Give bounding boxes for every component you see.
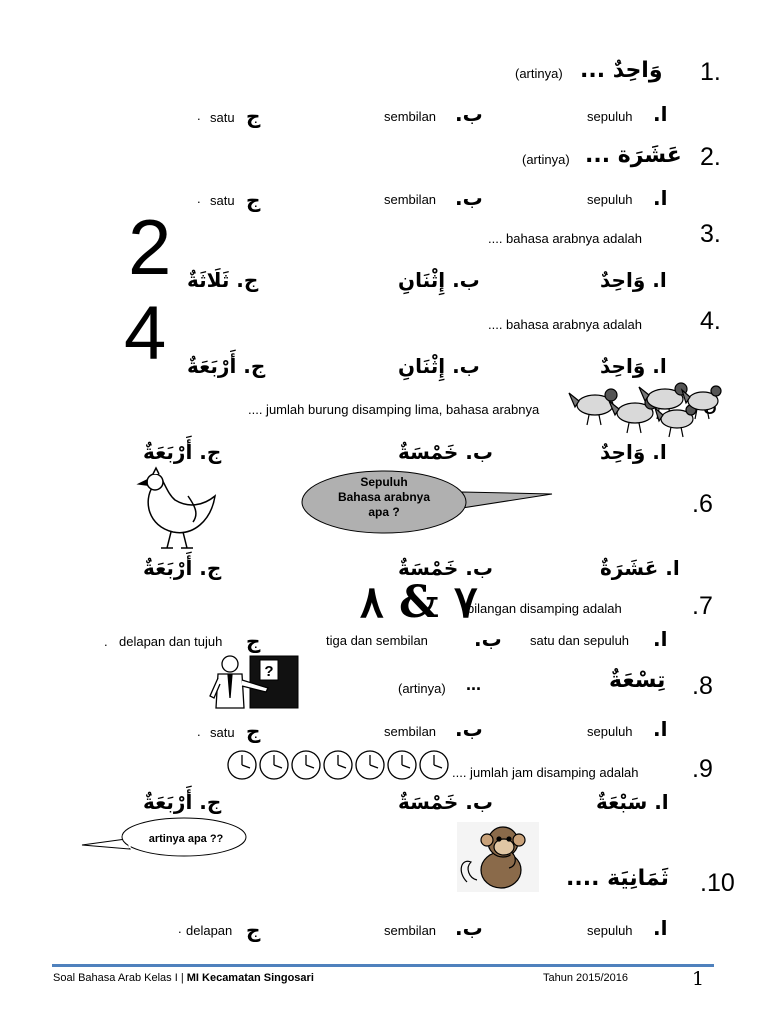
- q3-option-b[interactable]: ب. إِثْنَانِ: [398, 268, 480, 292]
- q6-option-b[interactable]: ب. خَمْسَةٌ: [398, 556, 493, 580]
- q2-option-c[interactable]: satu: [210, 193, 235, 208]
- bubble-q9-text: artinya apa ??: [148, 833, 224, 845]
- q2-arabic: عَشَرَة ...: [585, 143, 682, 168]
- q10-option-c-label: ج: [246, 918, 261, 942]
- q4-number: 4.: [700, 307, 721, 335]
- pigeon-icon: [655, 405, 696, 437]
- q6-number: .6: [692, 490, 713, 518]
- bubble-line-3: apa ?: [368, 505, 400, 519]
- q10-arabic: ثَمَانِيَة ....: [566, 866, 669, 891]
- q10-option-b[interactable]: sembilan: [384, 923, 437, 938]
- clock-icon: [292, 751, 320, 779]
- q4-digit-figure: 4: [124, 291, 167, 376]
- q3-number: 3.: [700, 220, 721, 248]
- speech-bubble-q6: [300, 470, 555, 536]
- q4-option-a[interactable]: ا. وَاحِدٌ: [600, 354, 667, 378]
- board-question-mark: ?: [264, 663, 274, 680]
- q10-option-b-label: ب.: [455, 916, 483, 940]
- q10-dot: .: [178, 921, 182, 936]
- clock-icon: [420, 751, 448, 779]
- q3-option-a[interactable]: ا. وَاحِدٌ: [600, 268, 667, 292]
- q1-option-c[interactable]: satu: [210, 110, 235, 125]
- pigeons-illustration: [565, 375, 725, 440]
- bubble-line-2: Bahasa arabnya: [337, 490, 431, 504]
- bubble-line-1: Sepuluh: [360, 475, 408, 489]
- q2-option-b-label: ب.: [455, 186, 483, 210]
- q1-note: (artinya): [515, 66, 563, 81]
- footer-separator: |: [180, 972, 184, 984]
- q6-option-c[interactable]: ج. أَرْبَعَةٌ: [143, 556, 222, 580]
- q2-option-a-label: ا.: [653, 186, 668, 210]
- clock-icon: [388, 751, 416, 779]
- q8-option-b[interactable]: sembilan: [384, 724, 437, 739]
- q1-option-a-label: ا.: [653, 102, 668, 126]
- q8-number: .8: [692, 672, 713, 700]
- q10-number: .10: [700, 869, 735, 897]
- q3-text: .... bahasa arabnya adalah: [488, 231, 642, 246]
- q8-note: (artinya): [398, 681, 446, 696]
- clock-icon: [228, 751, 256, 779]
- q8-option-c-label: ج: [246, 719, 261, 743]
- page-number: 1: [692, 968, 705, 990]
- q2-option-b[interactable]: sembilan: [384, 192, 437, 207]
- q2-option-c-label: ج: [246, 188, 261, 212]
- q4-option-c[interactable]: ج. أَرْبَعَةٌ: [187, 354, 266, 378]
- clock-icon: [324, 751, 352, 779]
- q10-option-c[interactable]: delapan: [186, 923, 233, 938]
- q7-number: .7: [692, 592, 713, 620]
- q5-text: .... jumlah burung disamping lima, bahasa arabnya: [248, 402, 540, 417]
- q2-option-a[interactable]: sepuluh: [587, 192, 633, 207]
- q9-option-b[interactable]: ب. خَمْسَةٌ: [398, 790, 493, 814]
- q7-dot: .: [104, 634, 108, 649]
- q9-number: .9: [692, 755, 713, 783]
- clocks-illustration: [226, 749, 456, 781]
- q3-digit-figure: 2: [128, 203, 172, 291]
- q8-option-b-label: ب.: [455, 717, 483, 741]
- q5-option-c[interactable]: ج. أَرْبَعَةٌ: [143, 440, 222, 464]
- q1-option-c-label: ج: [246, 104, 261, 128]
- q6-option-a[interactable]: ا. عَشَرَةٌ: [600, 556, 680, 580]
- q1-number: 1.: [700, 58, 721, 86]
- q3-option-c[interactable]: ج. ثَلَاثَةٌ: [187, 268, 259, 292]
- footer-year: Tahun 2015/2016: [543, 972, 629, 984]
- q7-numerals-figure: ٧ & ٨: [360, 577, 478, 628]
- footer-left: [53, 972, 314, 984]
- q9-option-a[interactable]: ا. سَبْعَةٌ: [596, 790, 669, 814]
- q2-dot: .: [197, 191, 201, 206]
- q8-option-a-label: ا.: [653, 717, 668, 741]
- monkey-illustration: [457, 822, 539, 892]
- q8-dot: .: [197, 724, 201, 739]
- q5-option-b[interactable]: ب. خَمْسَةٌ: [398, 440, 493, 464]
- q7-option-a-label: ا.: [653, 627, 668, 651]
- pigeon-icon: [569, 389, 617, 425]
- q4-option-b[interactable]: ب. إِثْنَانِ: [398, 354, 480, 378]
- q10-option-a-label: ا.: [653, 916, 668, 940]
- footer-school: MI Kecamatan Singosari: [186, 972, 314, 984]
- q1-option-b[interactable]: sembilan: [384, 109, 437, 124]
- q7-option-b[interactable]: tiga dan sembilan: [326, 633, 428, 648]
- q2-note: (artinya): [522, 152, 570, 167]
- q7-option-b-label: ب.: [474, 627, 502, 651]
- q9-option-c[interactable]: ج. أَرْبَعَةٌ: [143, 790, 222, 814]
- q8-option-a[interactable]: sepuluh: [587, 724, 633, 739]
- speech-bubble-q9: [80, 815, 250, 859]
- clock-icon: [260, 751, 288, 779]
- chicken-illustration: [133, 466, 223, 552]
- q7-option-a[interactable]: satu dan sepuluh: [530, 633, 630, 648]
- q1-dot: .: [197, 108, 201, 123]
- q5-option-a[interactable]: ا. وَاحِدٌ: [600, 440, 667, 464]
- q2-number: 2.: [700, 143, 721, 171]
- q9-text: .... jumlah jam disamping adalah: [452, 765, 639, 780]
- q4-text: .... bahasa arabnya adalah: [488, 317, 642, 332]
- q8-arabic: تِسْعَةٌ: [609, 668, 666, 693]
- clock-icon: [356, 751, 384, 779]
- footer-course: Soal Bahasa Arab Kelas I: [53, 972, 178, 984]
- q7-option-c[interactable]: delapan dan tujuh: [119, 634, 223, 649]
- q7-option-c-label: ج: [246, 629, 261, 653]
- q10-option-a[interactable]: sepuluh: [587, 923, 633, 938]
- teacher-board-illustration: [206, 652, 302, 714]
- q8-ellipsis: ...: [466, 674, 482, 694]
- q1-option-b-label: ب.: [455, 102, 483, 126]
- footer-rule: [52, 964, 714, 967]
- q1-arabic: وَاحِدٌ ...: [580, 58, 663, 83]
- q7-text: bilangan disamping adalah: [467, 601, 622, 616]
- q8-option-c[interactable]: satu: [210, 725, 235, 740]
- q1-option-a[interactable]: sepuluh: [587, 109, 633, 124]
